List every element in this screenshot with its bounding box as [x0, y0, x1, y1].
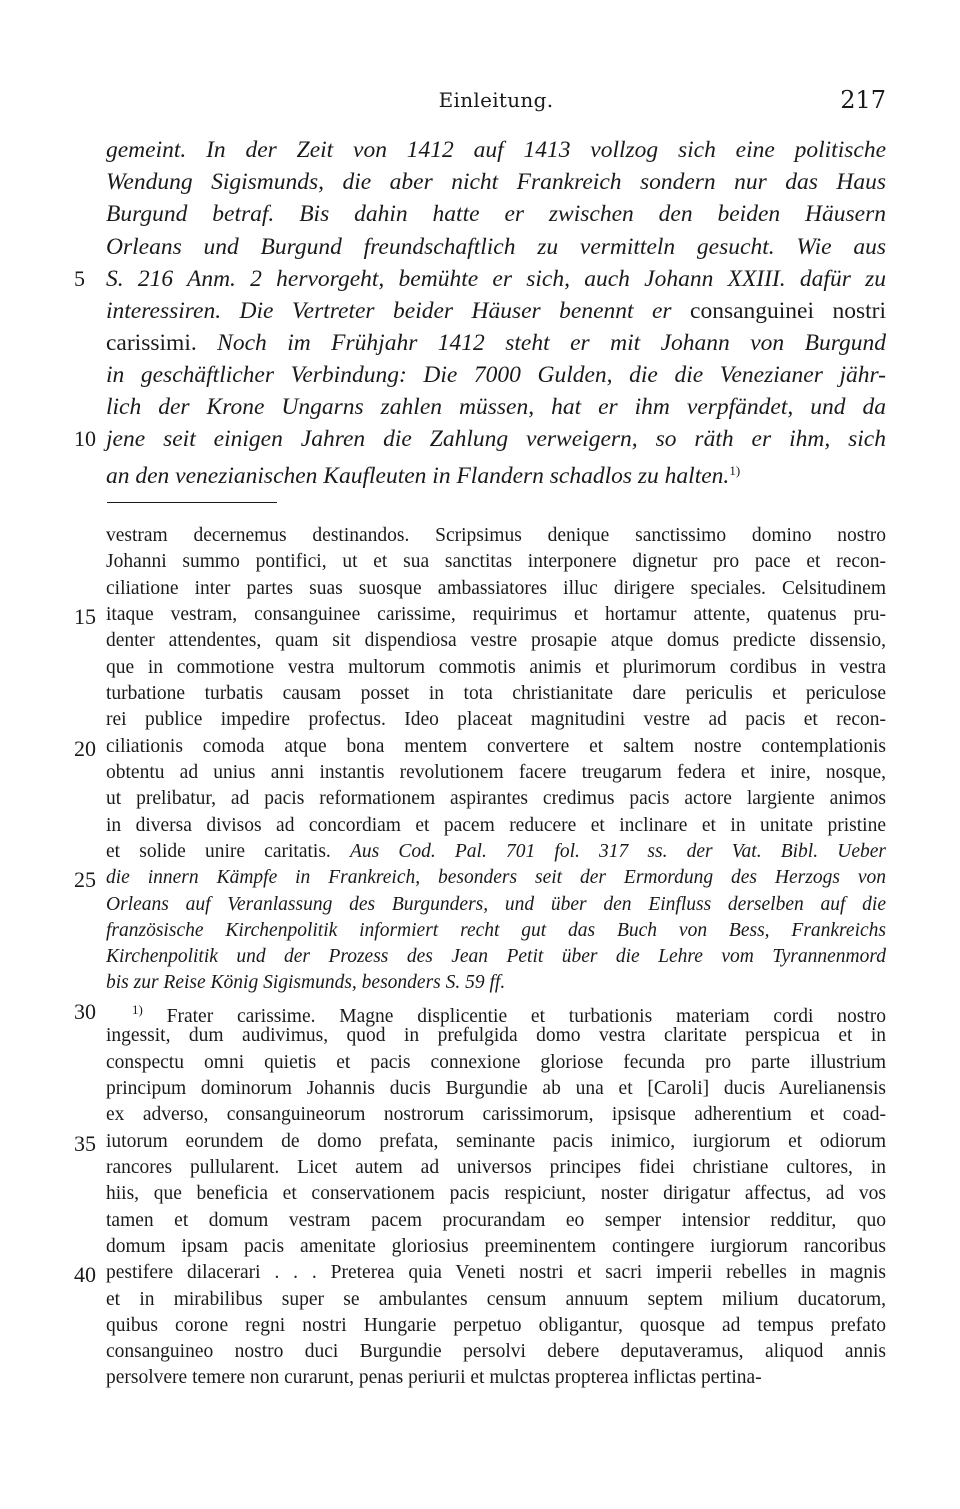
main-text-line: [106, 327, 886, 359]
footnote-line: hiis, que beneficia et conservationem pacis respiciunt, noster dirigatur affectus, ad vos: [106, 1183, 886, 1204]
footnote-reference: 1): [729, 463, 741, 478]
footnote-line: ex adverso, consanguineorum nostrorum carissimorum, ipsisque adherentium et coad-: [106, 1104, 886, 1125]
footnote-separator: [107, 502, 277, 503]
line-number: 30: [74, 999, 96, 1024]
footnote-line: principum dominorum Johannis ducis Burgundie ab una et [Caroli] ducis Aurelianensis: [106, 1078, 886, 1099]
running-head: Einleitung.: [438, 88, 554, 112]
note-line: [106, 839, 886, 865]
note-line: Orleans auf Veranlassung des Burgunders, und über den Einfluss derselben auf die: [106, 894, 886, 915]
note-line: itaque vestram, consanguinee carissime, requirimus et hortamur attente, quatenus pru-: [106, 604, 886, 625]
line-number: 40: [74, 1262, 96, 1287]
footnote-line: conspectu omni quietis et pacis connexione gloriose fecunda pro parte illustrium: [106, 1052, 886, 1073]
main-text-line: jene seit einigen Jahren die Zahlung verweigern, so räth er ihm, sich: [106, 426, 886, 452]
note-line: ut prelibatur, ad pacis reformationem aspirantes credimus pacis actore largiente animos: [106, 788, 886, 809]
note-line: que in commotione vestra multorum commotis animis et plurimorum cordibus in vestra: [106, 657, 886, 678]
main-text-line: Wendung Sigismunds, die aber nicht Frankreich sondern nur das Haus: [106, 169, 886, 195]
line-number: 15: [74, 604, 96, 629]
note-line: vestram decernemus destinandos. Scripsimus denique sanctissimo domino nostro: [106, 525, 886, 546]
footnote-marker: 1): [132, 1002, 143, 1017]
line-number: 20: [74, 736, 96, 761]
footnote-line: consanguineo nostro duci Burgundie persolvi debere deputaveramus, aliquod annis: [106, 1341, 886, 1362]
main-text-line: Orleans und Burgund freundschaftlich zu vermitteln gesucht. Wie aus: [106, 234, 886, 260]
latin-word: carissimi.: [106, 330, 197, 356]
note-line: rei publice impedire profectus. Ideo placeat magnitudini vestre ad pacis et recon-: [106, 709, 886, 730]
footnote-line: persolvere temere non curarunt, penas periurii et mulctas propterea inflictas pertina-: [106, 1367, 762, 1388]
footnote-line: rancores pullularent. Licet autem ad universos principes fidei christiane cultores, in: [106, 1157, 886, 1178]
note-line: obtentu ad unius anni instantis revolutionem facere treugarum federa et inire, nosque,: [106, 762, 886, 783]
main-text-segment: an den venezianischen Kaufleuten in Flandern schadlos zu halten.: [106, 463, 730, 489]
footnote-line: tamen et domum vestram pacem procurandam eo semper intensior redditur, quo: [106, 1210, 886, 1231]
line-number: 35: [74, 1131, 96, 1156]
note-line: bis zur Reise König Sigismunds, besonders S. 59 ff.: [106, 972, 506, 993]
footnote-line: iutorum eorundem de domo prefata, seminante pacis inimico, iurgiorum et odiorum: [106, 1131, 886, 1152]
note-line: turbatione turbatis causam posset in tota christianitate dare periculis et periculose: [106, 683, 886, 704]
footnote-line: et in mirabilibus super se ambulantes censum annuum septem milium ducatorum,: [106, 1289, 886, 1310]
footnote-line: pestifere dilacerari . . . Preterea quia Veneti nostri et sacri imperii rebelles in magnis: [106, 1262, 886, 1283]
footnote-line: ingessit, dum audivimus, quod in prefulgida domo vestra claritate perspicua et in: [106, 1025, 886, 1046]
note-line: ciliationis comoda atque bona mentem convertere et saltem nostre contemplationis: [106, 736, 886, 757]
main-text-segment: interessiren. Die Vertreter beider Häuser benennt er: [106, 298, 672, 324]
page-header: [106, 88, 886, 118]
note-line: die innern Kämpfe in Frankreich, besonders seit der Ermordung des Herzogs von: [106, 867, 886, 888]
main-text-segment: Noch im Frühjahr 1412 steht er mit Johann von Burgund: [196, 330, 886, 356]
main-text-line: [106, 295, 886, 327]
line-number: 10: [74, 426, 96, 451]
footnote-line: quibus corone regni nostri Hungarie perpetuo obligantur, quosque ad tempus prefato: [106, 1315, 886, 1336]
note-line: ciliatione inter partes suas suosque ambassiatores illuc dirigere speciales. Celsitudinem: [106, 578, 886, 599]
main-text-line: lich der Krone Ungarns zahlen müssen, hat er ihm verpfändet, und da: [106, 394, 886, 420]
page-number: 217: [840, 86, 886, 114]
footnote-line: domum ipsam pacis amenitate gloriosius preeminentem contingere iurgiorum rancoribus: [106, 1236, 886, 1257]
latin-phrase: consanguinei nostri: [690, 298, 886, 324]
source-citation: Aus Cod. Pal. 701 fol. 317 ss. der Vat. Bibl. Ueber: [349, 841, 886, 862]
note-line: denter attendentes, quam sit dispendiosa vestre prosapie atque domus predicte dissensio,: [106, 630, 886, 651]
line-number: 25: [74, 867, 96, 892]
line-number: 5: [74, 266, 85, 291]
main-text-line: S. 216 Anm. 2 hervorgeht, bemühte er sich, auch Johann XXIII. dafür zu: [106, 266, 886, 292]
main-text-line: gemeint. In der Zeit von 1412 auf 1413 vollzog sich eine politische: [106, 137, 886, 163]
main-text-line: [106, 455, 886, 492]
footnote-segment: Frater carissime. Magne displicentie et turbationis materiam cordi nostro: [166, 1006, 887, 1027]
note-line: französische Kirchenpolitik informiert recht gut das Buch von Bess, Frankreichs: [106, 920, 886, 941]
note-line: Johanni summo pontifici, ut et sua sanctitas interponere dignetur pro pace et recon-: [106, 551, 886, 572]
note-line: in diversa divisos ad concordiam et pacem reducere et inclinare et in unitate pristine: [106, 815, 886, 836]
note-line: Kirchenpolitik und der Prozess des Jean Petit über die Lehre vom Tyrannenmord: [106, 946, 886, 967]
note-segment: et solide unire caritatis.: [106, 841, 331, 862]
main-text-line: in geschäftlicher Verbindung: Die 7000 Gulden, die die Venezianer jähr-: [106, 362, 886, 388]
main-text-line: Burgund betraf. Bis dahin hatte er zwischen den beiden Häusern: [106, 201, 886, 227]
